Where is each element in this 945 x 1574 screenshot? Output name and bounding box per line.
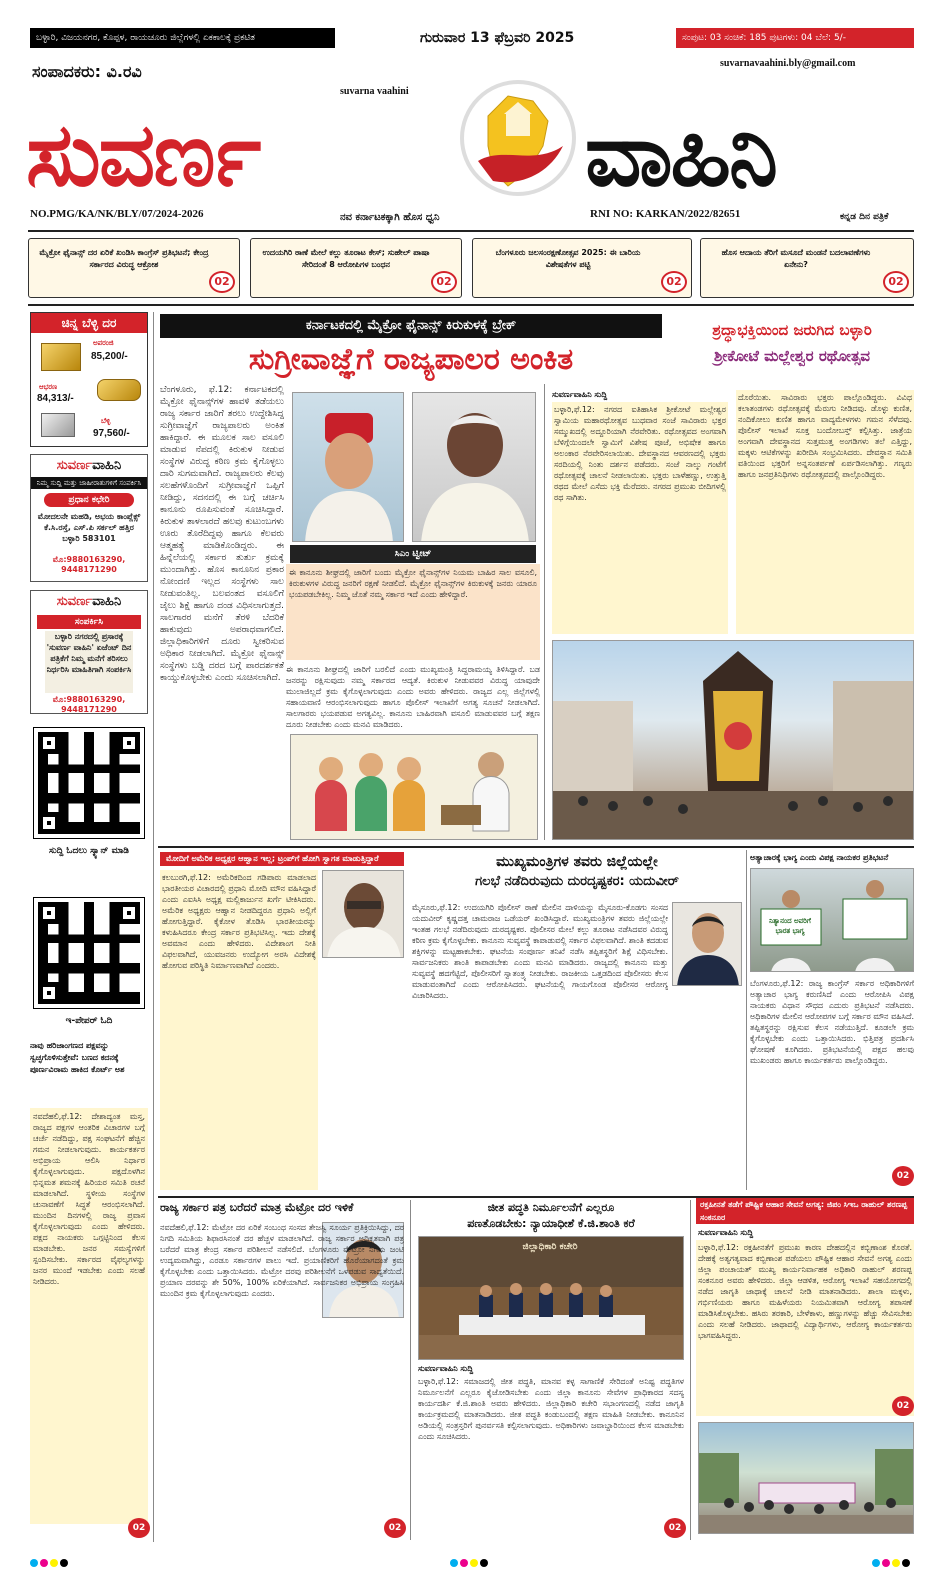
print-marks-left bbox=[30, 1552, 80, 1560]
brand-latin: suvarna vaahini bbox=[340, 86, 409, 97]
ad-sub: ನಿಮ್ಮ ಸುದ್ದಿ ಮತ್ತು ಜಾಹೀರಾತುಗಳಿಗೆ ಸಂಪರ್ಕಿಸಿ bbox=[31, 477, 147, 489]
lead-headline[interactable]: ಸುಗ್ರೀವಾಜ್ಞೆಗೆ ರಾಜ್ಯಪಾಲರ ಅಂಕಿತ bbox=[248, 342, 574, 377]
postal-reg-no: NO.PMG/KA/NK/BLY/07/2024-2026 bbox=[30, 208, 204, 220]
paper-type: ಕನ್ನಡ ದಿನ ಪತ್ರಿಕೆ bbox=[840, 212, 889, 222]
agent-phones: ಮೊ:9880163290, 9448171290 bbox=[52, 695, 126, 714]
page-ref: 02 bbox=[664, 1518, 686, 1538]
cm-photo bbox=[412, 392, 536, 542]
ad-brand: ಸುವರ್ಣವಾಹಿನಿ bbox=[56, 594, 122, 609]
silver-bar-icon bbox=[41, 413, 75, 437]
qr2-caption: ಇ-ಪೇಪರ್ ಓದಿ bbox=[65, 1016, 113, 1026]
section-rule bbox=[158, 846, 914, 848]
metro-headline[interactable]: ರಾಜ್ಯ ಸರ್ಕಾರ ಪತ್ರ ಬರೆದರೆ ಮಾತ್ರ ಮೆಟ್ರೋ ದರ ಇಳಿಕೆ bbox=[160, 1201, 354, 1214]
protest-text: ಬೆಂಗಳೂರು,ಫೆ.12: ರಾಜ್ಯ ಕಾಂಗ್ರೆಸ್ ಸರ್ಕಾರ ಅಧಿಕಾರಿಗಳಿಗೆ ಅತ್ಯಾಚಾರ ಭಾಗ್ಯ ಕರುಣಿಸಿದೆ ಎಂದು ಆರೋಪಿಸಿ ವಿಪಕ್ಷ ನಾಯಕರು ವಿಧಾನ ಸೌಧದ ಎದುರು ಪ್ರತಿಭಟನೆ ನಡೆಸಿದರು. ಅಧಿಕಾರಿಗಳ ಮೇಲಿನ ಆರೋಪಗಳ ಬಗ್ಗೆ ಸರ್ಕಾರ ಮೌನ ವಹಿಸಿದೆ. ತಪ್ಪಿತಸ್ಥರನ್ನು ರಕ್ಷಿಸುವ ಕೆಲಸ ನಡೆಯುತ್ತಿದೆ. ಕೂಡಲೇ ಕ್ರಮ ಕೈಗೊಳ್ಳಬೇಕು ಎಂದು ಒತ್ತಾಯಿಸಿದರು. ಭಿತ್ತಿಪತ್ರ ಪ್ರದರ್ಶಿಸಿ ಘೋಷಣೆ ಕೂಗಿದರು. ಪ್ರತಿಭಟನೆಯಲ್ಲಿ ಪಕ್ಷದ ಹಲವು ಮುಖಂಡರು ಹಾಗೂ ಕಾರ್ಯಕರ್ತರು ಪಾಲ್ಗೊಂಡಿದ್ದರು. bbox=[750, 979, 914, 1065]
label-22k: ಆಭರಣ bbox=[39, 383, 58, 391]
masthead-right: ವಾಹಿನಿ bbox=[585, 103, 776, 206]
page-ref: 02 bbox=[883, 271, 909, 293]
column-rule bbox=[544, 384, 545, 840]
teaser-4[interactable] bbox=[700, 238, 914, 298]
masthead-left: ಸುವರ್ಣ bbox=[26, 103, 260, 206]
teaser-text: ಹೊಸ ಆದಾಯ ತೆರಿಗೆ ಮಸೂದೆ ಮಂಡನೆ ಬದಲಾವಣೆಗಳು ಏನೇನು? bbox=[721, 248, 871, 269]
gold-rate-box bbox=[30, 312, 148, 447]
qr-code-epaper[interactable] bbox=[34, 898, 144, 1008]
page-ref: 02 bbox=[892, 1166, 914, 1186]
print-marks-right bbox=[872, 1552, 922, 1560]
gold-rate-title: ಚಿನ್ನ ಬೆಳ್ಳಿ ದರ bbox=[31, 313, 147, 333]
price-silver: 97,560/- bbox=[93, 428, 130, 439]
slogan: ನವ ಕರ್ನಾಟಕಕ್ಕಾಗಿ ಹೊಸ ಧ್ವನಿ bbox=[340, 212, 440, 223]
left-story-text: ನವದೆಹಲಿ,ಫೆ.12: ದೇಶಾದ್ಯಂತ ಮಸ್ತ, ರಾಜ್ಯದ ಪಕ್ಷಗಳ ಆಂತರಿಕ ವಿಚಾರಗಳ ಬಗ್ಗೆ ಚರ್ಚೆ ನಡೆದಿದ್ದು, ಪಕ್ಷ ಸಂಘಟನೆಗೆ ಹೆಚ್ಚಿನ ಗಮನ ನೀಡಲಾಗುವುದು. ಕಾರ್ಯಕರ್ತರ ಅಭಿಪ್ರಾಯ ಆಲಿಸಿ ನಿರ್ಧಾರ ಕೈಗೊಳ್ಳಲಾಗುವುದು. ಪಕ್ಷದೊಳಗಿನ ಭಿನ್ನಮತ ಶಮನಕ್ಕೆ ಹಿರಿಯರ ಸಮಿತಿ ರಚನೆ ಮಾಡಲಾಗಿದೆ. ಸ್ಥಳೀಯ ಸಂಸ್ಥೆಗಳ ಚುನಾವಣೆಗೆ ಸಿದ್ಧತೆ ಆರಂಭಿಸಲಾಗಿದೆ. ಮುಂದಿನ ದಿನಗಳಲ್ಲಿ ರಾಜ್ಯ ಪ್ರವಾಸ ಕೈಗೊಳ್ಳಲಾಗುವುದು ಎಂದು ಹೇಳಿದರು. ಪಕ್ಷದ ನಾಯಕರು ಒಗ್ಗಟ್ಟಿನಿಂದ ಕೆಲಸ ಮಾಡಬೇಕು. ಜನರ ಸಮಸ್ಯೆಗಳಿಗೆ ಸ್ಪಂದಿಸಬೇಕು. ಸರ್ಕಾರದ ವೈಫಲ್ಯಗಳನ್ನು ಜನರ ಮುಂದೆ ಇಡಬೇಕು ಎಂದು ಸಲಹೆ ನೀಡಿದರು. bbox=[30, 1108, 148, 1524]
rally-photo bbox=[698, 1422, 914, 1534]
print-marks-center bbox=[450, 1552, 500, 1560]
page-ref: 02 bbox=[661, 271, 687, 293]
price-24k: 85,200/- bbox=[91, 351, 128, 362]
page-ref: 02 bbox=[431, 271, 457, 293]
office-label: ಪ್ರಧಾನ ಕಛೇರಿ bbox=[44, 493, 134, 507]
ad-agent bbox=[30, 590, 148, 714]
metro-text: ನವದೆಹಲಿ,ಫೆ.12: ಮೆಟ್ರೋ ದರ ಏರಿಕೆ ಸಂಬಂಧ ಸಂಸದ ತೇಜಸ್ವಿ ಸೂರ್ಯ ಪ್ರತಿಕ್ರಿಯಿಸಿದ್ದು, ದರ ನಿಗದಿ ಸಮಿತಿಯ ಶಿಫಾರಸಿನಂತೆ ದರ ಹೆಚ್ಚಳ ಮಾಡಲಾಗಿದೆ. ರಾಜ್ಯ ಸರ್ಕಾರ ಅಧಿಕೃತವಾಗಿ ಪತ್ರ ಬರೆದರೆ ಮಾತ್ರ ಕೇಂದ್ರ ಸರ್ಕಾರ ಪರಿಶೀಲನೆ ನಡೆಸಲಿದೆ. ಬೆಂಗಳೂರು ಮೆಟ್ರೋ ನಿಗಮ ಜಂಟಿ ಉದ್ಯಮವಾಗಿದ್ದು, ಎರಡೂ ಸರ್ಕಾರಗಳ ಪಾಲು ಇದೆ. ಪ್ರಯಾಣಿಕರಿಗೆ ಹೊರೆಯಾಗದಂತೆ ಕ್ರಮ ಕೈಗೊಳ್ಳಬೇಕು ಎಂದು ಒತ್ತಾಯಿಸಿದರು. ಮೆಟ್ರೋ ದರವು ಪರಿಶೀಲನೆಗೆ ಒಳಪಡುವ ಸಾಧ್ಯತೆಯಿದೆ. ಪ್ರಯಾಣ ದರವನ್ನು ಶೇ 50%, 100% ಏರಿಕೆಯಾಗಿದೆ. ಸಾರ್ವಜನಿಕರ ಅಭಿಪ್ರಾಯ ಸಂಗ್ರಹಿಸಿ ಮುಂದಿನ ಕ್ರಮ ಕೈಗೊಳ್ಳಲಾಗುವುದು ಎಂದರು. bbox=[160, 1223, 404, 1298]
issue-info: ಸಂಪುಟ: 03 ಸಂಚಿಕೆ: 185 ಪುಟಗಳು: 04 ಬೆಲೆ: 5/- bbox=[676, 28, 914, 48]
court-headline-1[interactable]: ಜೀತ ಪದ್ಧತಿ ನಿರ್ಮೂಲನೆಗೆ ಎಲ್ಲರೂ bbox=[487, 1201, 615, 1214]
cm-tweet-text: ಈ ಕಾನೂನು ಶೀಘ್ರದಲ್ಲಿ ಜಾರಿಗೆ ಬಂದು ಮೈಕ್ರೋ ಫೈನಾನ್ಸ್‌ಗಳ ನಿಯಮ ಬಾಹಿರ ಸಾಲ ವಸೂಲಿ, ಕಿರುಕುಳಗಳ ವಿರುದ್ಧ ಜನರಿಗೆ ರಕ್ಷಣೆ ನೀಡಲಿದೆ. ಮೈಕ್ರೋ ಫೈನಾನ್ಸ್‌ಗಳ ಕಿರುಕುಳಕ್ಕೆ ಜನರು ಯಾರೂ ಭಯಪಡಬೇಕಿಲ್ಲ. ನಿಮ್ಮ ಜೊತೆ ನಮ್ಮ ಸರ್ಕಾರ ಇದೆ ಎಂದು ಹೇಳಿದ್ದಾರೆ. bbox=[286, 564, 540, 660]
village-women-illustration bbox=[290, 734, 538, 840]
left-story-kicker: ನಾವು ಹರಿಜಾಂಗಣದ ಪಕ್ಷವನ್ನು ಸ್ವಚ್ಛಗೊಳಿಸುತ್ತೇವೆ: ಬಣದ ಕದನಕ್ಕೆ ಪೂರ್ಣವಿರಾಮ ಹಾಕಿದ ಕೊರ್ಟ್ ಅಶ bbox=[30, 1041, 125, 1074]
header-rule bbox=[28, 230, 914, 232]
page-ref: 02 bbox=[209, 271, 235, 293]
meeting-photo bbox=[418, 1236, 684, 1360]
contact-label: ಸಂಪರ್ಕಿಸಿ bbox=[37, 615, 141, 629]
issue-date: ಗುರುವಾರ 13 ಫೆಬ್ರವರಿ 2025 bbox=[420, 30, 575, 46]
court-byline: ಸುವರ್ಣವಾಹಿನಿ ಸುದ್ದಿ bbox=[418, 1364, 474, 1373]
teaser-text: ಬೆಂಗಳೂರು ಜಲಸಂರಕ್ಷಣೋತ್ಸವ 2025: ಈ ಬಾರಿಯ ವಿಶೇಷತೆಗಳ ಪಟ್ಟಿ bbox=[495, 248, 641, 269]
karnataka-map-logo bbox=[448, 76, 588, 206]
blood-byline: ಸುವರ್ಣವಾಹಿನಿ ಸುದ್ದಿ bbox=[698, 1228, 754, 1237]
label-24k: ಅಪರಂಜಿ bbox=[93, 339, 114, 347]
kharge-photo bbox=[322, 870, 404, 958]
teaser-1[interactable] bbox=[28, 238, 240, 298]
governor-photo bbox=[292, 392, 404, 542]
distribution-strip: ಬಳ್ಳಾರಿ, ವಿಜಯನಗರ, ಕೊಪ್ಪಳ, ರಾಯಚೂರು ಜಿಲ್ಲೆಗಳಲ್ಲಿ ಏಕಕಾಲಕ್ಕೆ ಪ್ರಕಟಿತ bbox=[30, 28, 335, 48]
contact-email[interactable]: suvarnavaahini.bly@gmail.com bbox=[720, 58, 856, 69]
protest-kicker: ಅತ್ಯಾಚಾರಕ್ಕೆ ಭಾಗ್ಯ ಎಂದು ವಿಪಕ್ಷ ನಾಯಕರ ಪ್ರತಿಭಟನೆ bbox=[750, 853, 889, 862]
teaser-text: ಮೈಕ್ರೋ ಫೈನಾನ್ಸ್ ದರ ಏರಿಕೆ ಖಂಡಿಸಿ ಕಾಂಗ್ರೆಸ್ ಪ್ರತಿಭಟನೆ; ಕೇಂದ್ರ ಸರ್ಕಾರದ ವಿರುದ್ಧ ಆಕ್ರೋಶ bbox=[39, 248, 209, 269]
label-silver: ಬೆಳ್ಳಿ bbox=[101, 417, 111, 425]
office-address: ಮೋದಲನೇ ಮಹಡಿ, ಅಭಯ ಕಾಂಪ್ಲೆಕ್ಸ್ ಕೆ.ಸಿ.ರಸ್ತೆ, ಎಸ್.ಪಿ ಸರ್ಕಲ್ ಹತ್ತಿರ ಬಳ್ಳಾರಿ 583101 bbox=[37, 512, 141, 543]
teaser-2[interactable] bbox=[250, 238, 462, 298]
rni-number: RNI NO: KARKAN/2022/82651 bbox=[590, 208, 741, 220]
column-rule bbox=[153, 312, 154, 1542]
cm-tweet-label: ಸಿಎಂ ಟ್ವೀಟ್ bbox=[290, 545, 536, 563]
price-22k: 84,313/- bbox=[37, 393, 74, 404]
ad-brand: ಸುವರ್ಣವಾಹಿನಿ bbox=[56, 458, 122, 473]
lead-col2: ಈ ಕಾನೂನು ಶೀಘ್ರದಲ್ಲಿ ಜಾರಿಗೆ ಬರಲಿದೆ ಎಂದು ಮುಖ್ಯಮಂತ್ರಿ ಸಿದ್ದರಾಮಯ್ಯ ತಿಳಿಸಿದ್ದಾರೆ. ಬಡ ಜನರನ್ನು ರಕ್ಷಿಸುವುದು ನಮ್ಮ ಸರ್ಕಾರದ ಆದ್ಯತೆ. ಕಿರುಕುಳ ನೀಡುವವರ ವಿರುದ್ಧ ಯಾವುದೇ ಮುಲಾಜಿಲ್ಲದೆ ಕ್ರಮ ಕೈಗೊಳ್ಳಲಾಗುವುದು ಎಂದು ಅವರು ಹೇಳಿದರು. ರಾಜ್ಯದ ಎಲ್ಲ ಜಿಲ್ಲೆಗಳಲ್ಲಿ ಸಹಾಯವಾಣಿ ಆರಂಭಿಸಲಾಗುವುದು ಹಾಗೂ ಪೊಲೀಸ್ ಇಲಾಖೆಗೆ ಅಗತ್ಯ ಸೂಚನೆ ನೀಡಲಾಗಿದೆ. ಸಾಲಗಾರರು ಭಯಪಡುವ ಅಗತ್ಯವಿಲ್ಲ. ಕಾನೂನು ಬಾಹಿರವಾಗಿ ವಸೂಲಿ ಮಾಡುವವರ ಬಗ್ಗೆ ತಕ್ಷಣ ದೂರು ನೀಡಬೇಕು ಎಂದು ಮನವಿ ಮಾಡಿದರು. bbox=[286, 665, 540, 729]
teaser-text: ಉದಯಗಿರಿ ಠಾಣೆ ಮೇಲೆ ಕಲ್ಲು ತೂರಾಟ ಕೇಸ್; ಸುಹೇಲ್ ಪಾಷಾ ಸೇರಿದಂತೆ 8 ಆರೋಪಿಗಳ ಬಂಧನ bbox=[262, 248, 430, 269]
temple-col1: ಬಳ್ಳಾರಿ,ಫೆ.12: ನಗರದ ಐತಿಹಾಸಿಕ ಶ್ರೀಕೋಟೆ ಮಲ್ಲೇಶ್ವರ ಸ್ವಾಮಿಯ ಮಹಾರಥೋತ್ಸವ ಬುಧವಾರ ಸಂಜೆ ಸಾವಿರಾರು ಭಕ್ತರ ಸಮ್ಮುಖದಲ್ಲಿ ಅದ್ದೂರಿಯಾಗಿ ನೆರವೇರಿತು. ರಥೋತ್ಸವದ ಅಂಗವಾಗಿ ಬೆಳಿಗ್ಗೆಯಿಂದಲೇ ಸ್ವಾಮಿಗೆ ವಿಶೇಷ ಪೂಜೆ, ಅಭಿಷೇಕ ಹಾಗೂ ಅಲಂಕಾರ ನೆರವೇರಿಸಲಾಯಿತು. ದೇವಸ್ಥಾನದ ಆವರಣದಲ್ಲಿ ಭಕ್ತರು ಸರದಿಯಲ್ಲಿ ನಿಂತು ದರ್ಶನ ಪಡೆದರು. ಸಂಜೆ ನಾಲ್ಕು ಗಂಟೆಗೆ ರಥೋತ್ಸವಕ್ಕೆ ಚಾಲನೆ ನೀಡಲಾಯಿತು. ಭಕ್ತರು ಬಾಳೆಹಣ್ಣು, ಉತ್ತುತ್ತಿ ರಥದ ಮೇಲೆ ಎಸೆದು ಭಕ್ತಿ ಮೆರೆದರು. ನಗರದ ಪ್ರಮುಖ ಬೀದಿಗಳಲ್ಲಿ ರಥ ಸಾಗಿತು. bbox=[552, 402, 728, 634]
qr-code-news[interactable] bbox=[34, 728, 144, 838]
court-headline-2[interactable]: ಪಣತೊಡಬೇಕು: ನ್ಯಾಯಾಧೀಶೆ ಕೆ.ಜಿ.ಶಾಂತಿ ಕರೆ bbox=[467, 1217, 635, 1230]
teaser-rule bbox=[28, 304, 914, 306]
column-rule bbox=[410, 1200, 411, 1540]
column-rule bbox=[690, 1200, 691, 1540]
lead-kicker: ಕರ್ನಾಟಕದಲ್ಲಿ ಮೈಕ್ರೋ ಫೈನಾನ್ಸ್ ಕಿರುಕುಳಕ್ಕೆ ಬ್ರೇಕ್ bbox=[160, 314, 662, 338]
yaduveer-text: ಮೈಸೂರು,ಫೆ.12: ಉದಯಗಿರಿ ಪೊಲೀಸ್ ಠಾಣೆ ಮೇಲಿನ ದಾಳಿಯನ್ನು ಮೈಸೂರು-ಕೊಡಗು ಸಂಸದ ಯದುವೀರ್ ಕೃಷ್ಣದತ್ತ ಚಾಮರಾಜ ಒಡೆಯರ್ ಖಂಡಿಸಿದ್ದಾರೆ. ಮುಖ್ಯಮಂತ್ರಿಗಳ ತವರು ಜಿಲ್ಲೆಯಲ್ಲೇ ಇಂತಹ ಗಲಭೆ ನಡೆದಿರುವುದು ದುರದೃಷ್ಟಕರ. ಪೊಲೀಸರ ಮೇಲೆ ಕಲ್ಲು ತೂರಾಟ ನಡೆಸಿದವರ ವಿರುದ್ಧ ಕಠಿಣ ಕ್ರಮ ಕೈಗೊಳ್ಳಬೇಕು. ಕಾನೂನು ಸುವ್ಯವಸ್ಥೆ ಕಾಪಾಡುವಲ್ಲಿ ಸರ್ಕಾರ ವಿಫಲವಾಗಿದೆ. ಶಾಂತಿ ಕದಡುವ ಶಕ್ತಿಗಳನ್ನು ಮಟ್ಟಹಾಕಬೇಕು. ಘಟನೆಯ ಸಂಪೂರ್ಣ ತನಿಖೆ ನಡೆಸಿ ತಪ್ಪಿತಸ್ಥರಿಗೆ ಶಿಕ್ಷೆ ವಿಧಿಸಬೇಕು. ಸಾರ್ವಜನಿಕರು ಶಾಂತಿ ಕಾಪಾಡಬೇಕು ಎಂದು ಮನವಿ ಮಾಡಿದರು. ರಾಜ್ಯದಲ್ಲಿ ಕಾನೂನು ಮತ್ತು ಸುವ್ಯವಸ್ಥೆ ಹದಗೆಟ್ಟಿದೆ, ಪೊಲೀಸರಿಗೆ ಸ್ವಾತಂತ್ರ್ಯ ನೀಡಬೇಕು. ರಾಜಕೀಯ ಒತ್ತಡದಿಂದ ಪೊಲೀಸರು ಕೆಲಸ ಮಾಡುವಂತಾಗಿದೆ ಎಂದು ಆರೋಪಿಸಿದರು. ಘಟನೆಯಲ್ಲಿ ಗಾಯಗೊಂಡ ಪೊಲೀಸರ ಆರೋಗ್ಯ ವಿಚಾರಿಸಿದರು. bbox=[412, 903, 668, 1000]
yaduveer-headline-2[interactable]: ಗಲಭೆ ನಡೆದಿರುವುದು ದುರದೃಷ್ಟಕರ: ಯದುವೀರ್ bbox=[475, 874, 679, 889]
court-banner: ಜಿಲ್ಲಾಧಿಕಾರಿ ಕಚೇರಿ bbox=[522, 1242, 578, 1252]
temple-byline: ಸುವರ್ಣವಾಹಿನಿ ಸುದ್ದಿ bbox=[552, 390, 608, 399]
kharge-text: ಕಲಬುರಗಿ,ಫೆ.12: ಅಮೆರಿಕದಿಂದ ಗಡಿಪಾರು ಮಾಡಲಾದ ಭಾರತೀಯರ ವಿಚಾರದಲ್ಲಿ ಪ್ರಧಾನಿ ಮೋದಿ ಮೌನ ವಹಿಸಿದ್ದಾರೆ ಎಂದು ಎಐಸಿಸಿ ಅಧ್ಯಕ್ಷ ಮಲ್ಲಿಕಾರ್ಜುನ ಖರ್ಗೆ ಟೀಕಿಸಿದರು. ಅಮೆರಿಕ ಅಧ್ಯಕ್ಷರು ಆಹ್ವಾನ ನೀಡದಿದ್ದರೂ ಪ್ರಧಾನಿ ಅಲ್ಲಿಗೆ ಹೋಗುತ್ತಿದ್ದಾರೆ. ಕೈಕೋಳ ತೊಡಿಸಿ ಭಾರತೀಯರನ್ನು ಕಳುಹಿಸಿದರೂ ಕೇಂದ್ರ ಸರ್ಕಾರ ಪ್ರತಿಭಟಿಸಿಲ್ಲ. ಇದು ದೇಶಕ್ಕೆ ಅವಮಾನ ಎಂದು ಹೇಳಿದರು. ವಿದೇಶಾಂಗ ನೀತಿ ವಿಫಲವಾಗಿದೆ, ಯುವಜನರು ಉದ್ಯೋಗ ಅರಸಿ ವಿದೇಶಕ್ಕೆ ಹೋಗುವ ಪರಿಸ್ಥಿತಿ ನಿರ್ಮಾಣವಾಗಿದೆ ಎಂದರು. bbox=[160, 870, 318, 1190]
agent-body: ಬಳ್ಳಾರಿ ನಗರದಲ್ಲಿ ಪ್ರಸಾರಕ್ಕೆ 'ಸುವರ್ಣ ವಾಹಿನಿ' ಏಜೆಂಟ್ ದಿನ ಪತ್ರಿಕೆಗೆ ನಿಮ್ಮ ಮನೆಗೆ ತರಿಸಲು ನಿರ್ಧರಿಸಿ ಮಾಹಿತಿಗಾಗಿ ಸಂಪರ್ಕಿಸಿ bbox=[46, 632, 132, 674]
yaduveer-photo bbox=[672, 902, 742, 986]
blood-text: ಬಳ್ಳಾರಿ,ಫೆ.12: ರಕ್ತಹೀನತೆಗೆ ಪ್ರಮುಖ ಕಾರಣ ದೇಹದಲ್ಲಿನ ಕಬ್ಬಿಣಾಂಶ ಕೊರತೆ. ದೇಹಕ್ಕೆ ಅತ್ಯಗತ್ಯವಾದ ಕಬ್ಬಿಣಾಂಶ ಪಡೆಯಲು ಪೌಷ್ಟಿಕ ಆಹಾರ ಸೇವನೆ ಅಗತ್ಯ ಎಂದು ಜಿಲ್ಲಾ ಪಂಚಾಯತ್ ಮುಖ್ಯ ಕಾರ್ಯನಿರ್ವಾಹಕ ಅಧಿಕಾರಿ ರಾಹುಲ್ ಶರಣಪ್ಪ ಸಂಕನೂರ ಅವರು ಹೇಳಿದರು. ಜಿಲ್ಲಾ ಆಡಳಿತ, ಆರೋಗ್ಯ ಇಲಾಖೆ ಸಹಯೋಗದಲ್ಲಿ ನಡೆದ ಜಾಗೃತಿ ಜಾಥಾಕ್ಕೆ ಚಾಲನೆ ನೀಡಿ ಮಾತನಾಡಿದರು. ಶಾಲಾ ಮಕ್ಕಳು, ಗರ್ಭಿಣಿಯರು ಹಾಗೂ ಮಹಿಳೆಯರು ನಿಯಮಿತವಾಗಿ ಆರೋಗ್ಯ ತಪಾಸಣೆ ಮಾಡಿಸಿಕೊಳ್ಳಬೇಕು. ಹಸಿರು ತರಕಾರಿ, ಬೇಳೆಕಾಳು, ಹಣ್ಣುಗಳನ್ನು ಹೆಚ್ಚು ಸೇವಿಸಬೇಕು ಎಂದು ಸಲಹೆ ನೀಡಿದರು. ಜಾಥಾದಲ್ಲಿ ವಿದ್ಯಾರ್ಥಿಗಳು, ಆರೋಗ್ಯ ಕಾರ್ಯಕರ್ತರು ಭಾಗವಹಿಸಿದ್ದರು. bbox=[696, 1240, 914, 1416]
gold-bar-icon bbox=[41, 343, 81, 371]
teaser-3[interactable] bbox=[472, 238, 692, 298]
chariot-festival-photo bbox=[552, 640, 914, 840]
page-ref: 02 bbox=[128, 1518, 150, 1538]
gold-jewel-icon bbox=[97, 379, 141, 401]
temple-headline-1[interactable]: ಶ್ರದ್ಧಾಭಕ್ತಿಯಿಂದ ಜರುಗಿದ ಬಳ್ಳಾರಿ bbox=[712, 321, 872, 339]
court-text: ಬಳ್ಳಾರಿ,ಫೆ.12: ಸಮಾಜದಲ್ಲಿ ಜೀತ ಪದ್ಧತಿ, ಮಾನವ ಕಳ್ಳ ಸಾಗಾಣಿಕೆ ಸೇರಿದಂತೆ ಅನಿಷ್ಟ ಪದ್ಧತಿಗಳ ನಿರ್ಮೂಲನೆಗೆ ಎಲ್ಲರೂ ಕೈಜೋಡಿಸಬೇಕು ಎಂದು ಜಿಲ್ಲಾ ಕಾನೂನು ಸೇವೆಗಳ ಪ್ರಾಧಿಕಾರದ ಸದಸ್ಯ ಕಾರ್ಯದರ್ಶಿ ಕೆ.ಜಿ.ಶಾಂತಿ ಅವರು ಹೇಳಿದರು. ಜಿಲ್ಲಾಧಿಕಾರಿ ಕಚೇರಿ ಸಭಾಂಗಣದಲ್ಲಿ ನಡೆದ ಜಾಗೃತಿ ಕಾರ್ಯಕ್ರಮದಲ್ಲಿ ಮಾತನಾಡಿದರು. ಜೀತ ಪದ್ಧತಿ ಕಂಡುಬಂದಲ್ಲಿ ತಕ್ಷಣ ಮಾಹಿತಿ ನೀಡಬೇಕು. ಕಾನೂನಿನ ಅಡಿಯಲ್ಲಿ ಸಂತ್ರಸ್ತರಿಗೆ ಪುನರ್ವಸತಿ ಕಲ್ಪಿಸಲಾಗುವುದು. ಅಧಿಕಾರಿಗಳು ಜವಾಬ್ದಾರಿಯಿಂದ ಕೆಲಸ ಮಾಡಬೇಕು ಎಂದು ಸೂಚಿಸಿದರು. bbox=[418, 1377, 684, 1441]
lead-col1: ಬೆಂಗಳೂರು, ಫೆ.12: ಕರ್ನಾಟಕದಲ್ಲಿ ಮೈಕ್ರೋ ಫೈನಾನ್ಸ್‌ಗಳ ಹಾವಳಿ ತಡೆಯಲು ರಾಜ್ಯ ಸರ್ಕಾರ ಜಾರಿಗೆ ತರಲು ಉದ್ದೇಶಿಸಿದ್ದ ಸುಗ್ರೀವಾಜ್ಞೆಗೆ ರಾಜ್ಯಪಾಲರು ಅಂಕಿತ ಹಾಕಿದ್ದಾರೆ. ಈ ಮೂಲಕ ಸಾಲ ವಸೂಲಿ ಮಾಡುವ ನೆಪದಲ್ಲಿ ಕಿರುಕುಳ ನೀಡುವ ಸಂಸ್ಥೆಗಳ ವಿರುದ್ಧ ಕಠಿಣ ಕ್ರಮ ಕೈಗೊಳ್ಳಲು ದಾರಿ ಸುಗಮವಾಗಿದೆ. ರಾಜ್ಯಪಾಲರು ಕೆಲವು ಸಲಹೆಗಳೊಂದಿಗೆ ಸುಗ್ರೀವಾಜ್ಞೆಗೆ ಒಪ್ಪಿಗೆ ನೀಡಿದ್ದು, ಸದನದಲ್ಲಿ ಈ ಬಗ್ಗೆ ಚರ್ಚಿಸಿ ಕಾನೂನು ರೂಪಿಸುವಂತೆ ಸೂಚಿಸಿದ್ದಾರೆ. ಕಿರುಕುಳ ತಾಳಲಾರದೆ ಹಲವು ಕುಟುಂಬಗಳು ಊರು ತೊರೆದಿದ್ದವು ಹಾಗೂ ಕೆಲವರು ಆತ್ಮಹತ್ಯೆ ಮಾಡಿಕೊಂಡಿದ್ದರು. ಈ ಹಿನ್ನೆಲೆಯಲ್ಲಿ ಸರ್ಕಾರ ತುರ್ತು ಕ್ರಮಕ್ಕೆ ಮುಂದಾಗಿತ್ತು. ಹೊಸ ಕಾನೂನಿನ ಪ್ರಕಾರ ನೋಂದಣಿ ಇಲ್ಲದ ಸಂಸ್ಥೆಗಳು ಸಾಲ ನೀಡುವಂತಿಲ್ಲ. ಬಲವಂತದ ವಸೂಲಿಗೆ ಜೈಲು ಶಿಕ್ಷೆ ಹಾಗೂ ದಂಡ ವಿಧಿಸಲಾಗುತ್ತದೆ. ಸಾಲಗಾರರ ಮನೆಗೆ ತೆರಳಿ ಬೆದರಿಕೆ ಹಾಕುವುದು ಅಪರಾಧವಾಗಲಿದೆ. ಜಿಲ್ಲಾಧಿಕಾರಿಗಳಿಗೆ ದೂರು ಸ್ವೀಕರಿಸುವ ಅಧಿಕಾರ ನೀಡಲಾಗಿದೆ. ಮೈಕ್ರೋ ಫೈನಾನ್ಸ್ ಸಂಸ್ಥೆಗಳು ಬಡ್ಡಿ ದರದ ಬಗ್ಗೆ ಪಾರದರ್ಶಕತೆ ಕಾಯ್ದುಕೊಳ್ಳಬೇಕು ಎಂದು ಸೂಚಿಸಲಾಗಿದೆ. bbox=[160, 385, 284, 683]
column-rule bbox=[746, 850, 747, 1190]
ad-office bbox=[30, 454, 148, 582]
office-phones: ಮೊ:9880163290, 9448171290 bbox=[52, 555, 126, 574]
qr1-caption: ಸುದ್ದಿ ಓದಲು ಸ್ಕ್ಯಾನ್ ಮಾಡಿ bbox=[49, 846, 129, 856]
protest-sign: ನಿತ್ಯಾನಂದ ಅವರಿಗೆ ಭಾರತ ಭಾಗ್ಯ bbox=[769, 917, 811, 935]
blood-kicker: ರಕ್ತಹೀನತೆ ತಡೆಗೆ ಪೌಷ್ಟಿಕ ಆಹಾರ ಸೇವನೆ ಅಗತ್ಯ: ಜಿಪಂ ಸಿಇಒ ರಾಹುಲ್ ಶರಣಪ್ಪ ಸಂಕನೂರ bbox=[696, 1198, 914, 1224]
editor-name: ಸಂಪಾದಕರು: ವಿ.ರವಿ bbox=[32, 62, 142, 81]
kharge-kicker: ಮೋದಿಗೆ ಅಮೆರಿಕ ಅಧ್ಯಕ್ಷರ ಆಹ್ವಾನ ಇಲ್ಲ; ಟ್ರಂಪ್‌ಗೆ ಹೋಗಿ ಸ್ವಾಗತ ಮಾಡುತ್ತಿದ್ದಾರೆ bbox=[160, 852, 404, 866]
page-ref: 02 bbox=[892, 1396, 914, 1416]
page-ref: 02 bbox=[384, 1518, 406, 1538]
yaduveer-headline-1[interactable]: ಮುಖ್ಯಮಂತ್ರಿಗಳ ತವರು ಜಿಲ್ಲೆಯಲ್ಲೇ bbox=[496, 854, 658, 870]
temple-col2: ದೊರೆಯಿತು. ಸಾವಿರಾರು ಭಕ್ತರು ಪಾಲ್ಗೊಂಡಿದ್ದರು. ವಿವಿಧ ಕಲಾತಂಡಗಳು ರಥೋತ್ಸವಕ್ಕೆ ಮೆರುಗು ನೀಡಿದವು. ಡೊಳ್ಳು ಕುಣಿತ, ನಂದಿಕೋಲು ಕುಣಿತ ಹಾಗೂ ವಾದ್ಯಮೇಳಗಳು ಗಮನ ಸೆಳೆದವು. ಪೊಲೀಸ್ ಇಲಾಖೆ ಸೂಕ್ತ ಬಂದೋಬಸ್ತ್ ಕಲ್ಪಿಸಿತ್ತು. ಜಾತ್ರೆಯ ಅಂಗವಾಗಿ ದೇವಸ್ಥಾನದ ಸುತ್ತಮುತ್ತ ಅಂಗಡಿಗಳು ತಲೆ ಎತ್ತಿದ್ದು, ಮಕ್ಕಳು ಆಟಿಕೆಗಳನ್ನು ಖರೀದಿಸಿ ಸಂಭ್ರಮಿಸಿದರು. ದೇವಸ್ಥಾನ ಸಮಿತಿ ವತಿಯಿಂದ ಭಕ್ತರಿಗೆ ಅನ್ನಸಂತರ್ಪಣೆ ಏರ್ಪಡಿಸಲಾಗಿತ್ತು. ಗಣ್ಯರು ಹಾಗೂ ಜನಪ್ರತಿನಿಧಿಗಳು ರಥೋತ್ಸವದಲ್ಲಿ ಪಾಲ್ಗೊಂಡಿದ್ದರು. bbox=[736, 390, 914, 634]
temple-headline-2[interactable]: ಶ್ರೀಕೋಟೆ ಮಲ್ಲೇಶ್ವರ ರಥೋತ್ಸವ bbox=[714, 347, 870, 365]
